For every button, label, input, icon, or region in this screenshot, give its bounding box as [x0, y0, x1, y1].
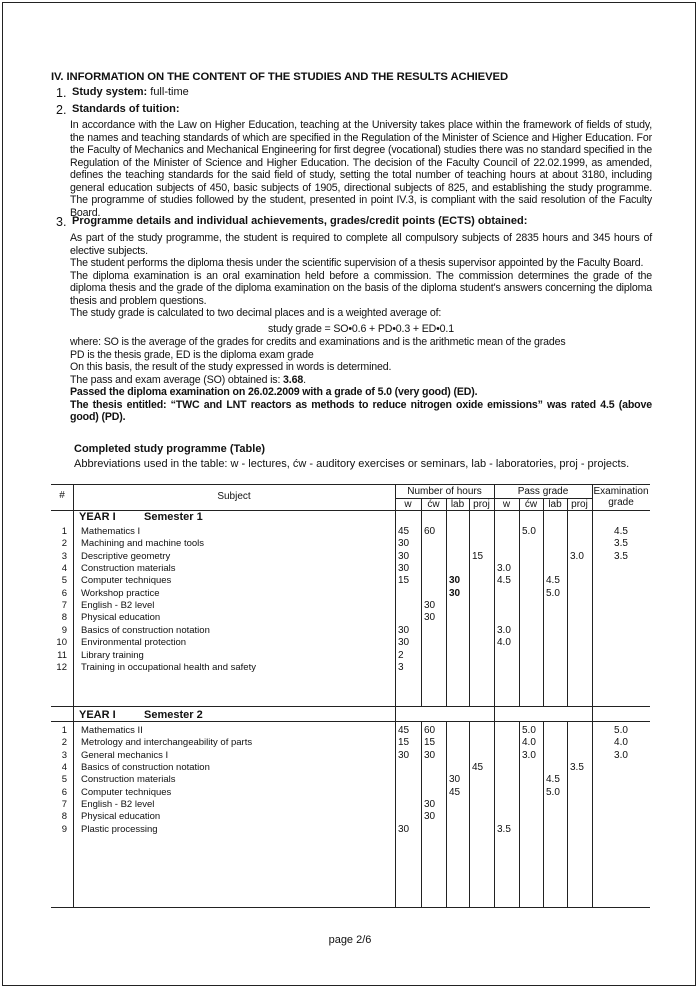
study-system-line [72, 86, 189, 98]
table-vertical-rule [567, 498, 568, 706]
sem1-row-subject: Computer techniques [81, 575, 172, 587]
sem1-row-value: 15 [398, 575, 410, 587]
sem2-row-subject: Plastic processing [81, 823, 158, 835]
sem2-row-value: 4.0 [614, 737, 628, 749]
sem2-row-value: 4.0 [522, 737, 536, 749]
table-vertical-rule [567, 721, 568, 908]
header-sub-6: lab [548, 499, 562, 510]
sem1-row-subject: Workshop practice [81, 587, 160, 599]
sem1-row-value: 3.5 [614, 538, 628, 550]
table-horizontal-rule [51, 510, 650, 511]
sem1-row-subject: Environmental protection [81, 637, 187, 649]
sem2-row-value: 30 [449, 774, 461, 786]
header-sub-2: lab [450, 499, 465, 510]
sem1-semester-label: Semester 1 [144, 511, 203, 523]
sem1-row-num: 3 [61, 550, 67, 562]
sem2-row-num: 2 [61, 737, 67, 749]
sem1-row-value: 4.5 [497, 575, 511, 587]
sem2-row-value: 3.0 [614, 749, 628, 761]
sem1-row-num: 2 [61, 538, 67, 550]
sem2-row-subject: Basics of construction notation [81, 762, 210, 774]
table-horizontal-rule [51, 706, 650, 707]
sem2-row-value: 15 [398, 737, 410, 749]
sem1-row-value: 30 [398, 538, 410, 550]
sem1-row-num: 7 [61, 600, 67, 612]
table-vertical-rule [494, 484, 495, 908]
sem2-row-value: 15 [424, 737, 436, 749]
table-vertical-rule [469, 721, 470, 908]
header-sub-7: proj [571, 499, 588, 510]
table-vertical-rule [73, 484, 74, 908]
sem1-row-subject: Basics of construction notation [81, 624, 210, 636]
sem2-row-value: 30 [398, 749, 410, 761]
sem2-row-num: 5 [61, 774, 67, 786]
study-system-value: full-time [147, 86, 189, 98]
sem1-row-value: 3.0 [497, 563, 511, 575]
table-vertical-rule [395, 484, 396, 908]
sem2-row-value: 3.0 [522, 749, 536, 761]
standards-title: Standards of tuition: [72, 103, 180, 115]
sem1-row-subject: Construction materials [81, 563, 176, 575]
sem1-row-value: 45 [398, 526, 410, 537]
sem2-row-value: 30 [424, 749, 436, 761]
programme-p8 [70, 374, 652, 387]
sem2-row-subject: Construction materials [81, 774, 176, 786]
sem1-row-num: 11 [57, 649, 67, 661]
programme-p3: The diploma examination is an oral examination held before a commission. The commission determines the grade of the diploma thesis and the grade of the diploma examination on the basis of the diploma student's answers concerning the diploma thesis and problem questions. [70, 269, 652, 307]
programme-p1: As part of the study programme, the student is required to complete all compulsory subjects of 2835 hours and 345 hours of elective subjects. [70, 232, 652, 257]
sem2-row-value: 4.5 [546, 774, 560, 786]
item-number: 2. [56, 103, 67, 117]
sem1-row-subject: Physical education [81, 612, 161, 624]
sem1-row-value: 30 [424, 612, 436, 624]
sem1-row-value: 5.0 [546, 587, 560, 599]
sem1-row-num: 8 [61, 612, 67, 624]
table-vertical-rule [519, 721, 520, 908]
sem1-row-value: 60 [424, 526, 436, 537]
sem1-row-value: 30 [398, 550, 410, 562]
abbreviations-note: Abbreviations used in the table: w - lectures, ćw - auditory exercises or seminars, lab - laboratories, proj - projects. [74, 458, 630, 470]
sem2-row-num: 8 [61, 811, 67, 823]
grade-formula: study grade = SO•0.6 + PD•0.3 + ED•0.1 [268, 322, 454, 335]
sem1-row-value: 30 [398, 563, 410, 575]
sem1-row-num: 6 [61, 587, 67, 599]
sem2-row-value: 60 [424, 725, 436, 736]
sem2-row-num: 7 [61, 799, 67, 811]
programme-text [70, 232, 652, 424]
programme-p4: The study grade is calculated to two decimal places and is a weighted average of: [70, 307, 442, 319]
sem1-row-num: 1 [61, 526, 67, 537]
header-sub-5: ćw [524, 499, 538, 510]
sem1-row-value: 2 [398, 649, 404, 661]
table-horizontal-rule [51, 721, 650, 722]
sem1-row-value: 15 [472, 550, 484, 562]
study-system-item [56, 86, 656, 100]
diploma-exam-result: Passed the diploma examination on 26.02.2009 with a grade of 5.0 (very good) (ED). [70, 386, 478, 398]
sem1-row-value: 3.0 [497, 624, 511, 636]
sem2-row-value: 3.5 [570, 762, 584, 774]
sem1-row-value: 5.0 [522, 526, 536, 537]
study-programme-table [51, 484, 650, 908]
item-number: 3. [56, 215, 67, 229]
sem2-row-subject: General mechanics I [81, 749, 169, 761]
sem1-row-value: 4.5 [546, 575, 560, 587]
sem2-row-value: 3.5 [497, 823, 511, 835]
sem1-row-value: 3.0 [570, 550, 584, 562]
sem2-row-value: 30 [424, 799, 436, 811]
standards-item [56, 103, 656, 117]
sem1-row-value: 30 [449, 575, 461, 587]
table-horizontal-rule [51, 484, 650, 485]
table-vertical-rule [519, 498, 520, 706]
sem2-row-subject: English - B2 level [81, 799, 155, 811]
programme-p2: The student performs the diploma thesis under the scientific supervision of a thesis supervisor appointed by the Faculty Board. [70, 257, 644, 269]
thesis-result: The thesis entitled: “TWC and LNT reactors as methods to reduce nitrogen oxide emissions” was rated 4.5 (above good) (PD). [70, 398, 652, 423]
sem1-row-num: 12 [56, 661, 67, 673]
sem2-row-num: 9 [61, 823, 67, 835]
page-number: page 2/6 [328, 934, 372, 946]
sem2-row-value: 5.0 [522, 725, 536, 736]
sem2-row-subject: Computer techniques [81, 786, 172, 798]
sem2-row-num: 6 [61, 786, 67, 798]
sem2-row-subject: Physical education [81, 811, 161, 823]
header-pass-grade: Pass grade [517, 486, 569, 497]
programme-title: Programme details and individual achievements, grades/credit points (ECTS) obtained: [72, 215, 528, 227]
table-vertical-rule [446, 721, 447, 908]
sem2-row-num: 4 [61, 762, 67, 774]
table-vertical-rule [469, 498, 470, 706]
sem2-row-value: 30 [398, 823, 410, 835]
table-vertical-rule [421, 498, 422, 706]
header-examination: Examination [593, 486, 649, 497]
study-system-label: Study system: [72, 86, 148, 98]
sem2-row-subject: Mathematics II [81, 725, 143, 736]
table-vertical-rule [446, 498, 447, 706]
sem2-row-value: 5.0 [546, 786, 560, 798]
sem1-row-value: 30 [398, 624, 410, 636]
table-vertical-rule [543, 498, 544, 706]
sem1-row-value: 4.0 [497, 637, 511, 649]
sem2-row-value: 45 [472, 762, 484, 774]
header-sub-1: ćw [427, 499, 440, 510]
table-heading: Completed study programme (Table) [74, 443, 266, 455]
sem1-row-value: 30 [398, 637, 410, 649]
header-subject: Subject [217, 491, 251, 502]
average-end: . [303, 373, 306, 386]
header-sub-0: w [404, 499, 412, 510]
standards-text: In accordance with the Law on Higher Education, teaching at the University takes place within the framework of fields of study, the names and teaching standards of which are specified in the Regulation of the Minister of Science and Higher Education. For the Faculty of Mechanics and Mechanical Engineering for first degree (vocational) studies there was no standard specified in the Regulation of the Minister of Science and Higher Education. The decision of the Faculty Council of 22.02.1999, as amended, defines the teaching standards for the said field of study, setting the total number of teaching hours at about 3180, including general education subjects of 450, basic subjects of 1905, directional subjects of 825, and establishing the study programme. The programme of studies followed by the student, presented in point IV.3, is compliant with the said resolution of the Faculty Board. [70, 119, 652, 219]
sem1-row-value: 30 [424, 600, 436, 612]
sem1-row-subject: Descriptive geometry [81, 550, 171, 562]
sem1-row-num: 5 [61, 575, 67, 587]
table-horizontal-rule [51, 907, 650, 908]
section-title: IV. INFORMATION ON THE CONTENT OF THE STUDIES AND THE RESULTS ACHIEVED [51, 71, 509, 83]
sem1-year-label: YEAR I [79, 511, 116, 523]
header-sub-3: proj [473, 499, 490, 510]
header-num: # [59, 490, 65, 501]
item-number: 1. [56, 86, 67, 100]
header-sub-4: w [502, 499, 511, 510]
sem1-row-subject: English - B2 level [81, 600, 155, 612]
table-vertical-rule [421, 721, 422, 908]
sem2-row-value: 30 [424, 811, 436, 823]
sem1-row-subject: Library training [81, 649, 144, 661]
programme-p5: where: SO is the average of the grades for credits and examinations and is the arithmetic mean of the grades [70, 336, 566, 348]
sem1-row-value: 30 [449, 587, 461, 599]
header-number-of-hours: Number of hours [407, 486, 482, 497]
programme-p6: PD is the thesis grade, ED is the diploma exam grade [70, 348, 314, 361]
sem2-row-subject: Metrology and interchangeability of parts [81, 737, 253, 749]
sem1-row-value: 3 [398, 661, 404, 673]
sem1-row-value: 4.5 [614, 526, 628, 537]
sem2-row-num: 1 [61, 725, 67, 736]
sem1-row-num: 9 [61, 624, 67, 636]
header-grade: grade [608, 497, 634, 508]
sem1-row-subject: Training in occupational health and safety [81, 661, 256, 673]
sem2-row-num: 3 [61, 749, 67, 761]
programme-item [56, 215, 656, 229]
table-vertical-rule [543, 721, 544, 908]
sem1-row-subject: Mathematics I [81, 526, 141, 537]
programme-p7: On this basis, the result of the study expressed in words is determined. [70, 361, 392, 373]
sem2-row-value: 45 [449, 786, 461, 798]
sem2-row-value: 5.0 [614, 725, 628, 736]
sem1-row-num: 4 [61, 563, 67, 575]
sem2-semester-label: Semester 2 [144, 709, 203, 721]
sem2-row-value: 45 [398, 725, 410, 736]
average-label: The pass and exam average (SO) obtained is: [70, 373, 284, 386]
average-value: 3.68 [283, 373, 304, 386]
sem1-row-num: 10 [56, 637, 67, 649]
sem2-year-label: YEAR I [79, 709, 116, 721]
sem1-row-value: 3.5 [614, 550, 628, 562]
sem1-row-subject: Machining and machine tools [81, 538, 205, 550]
